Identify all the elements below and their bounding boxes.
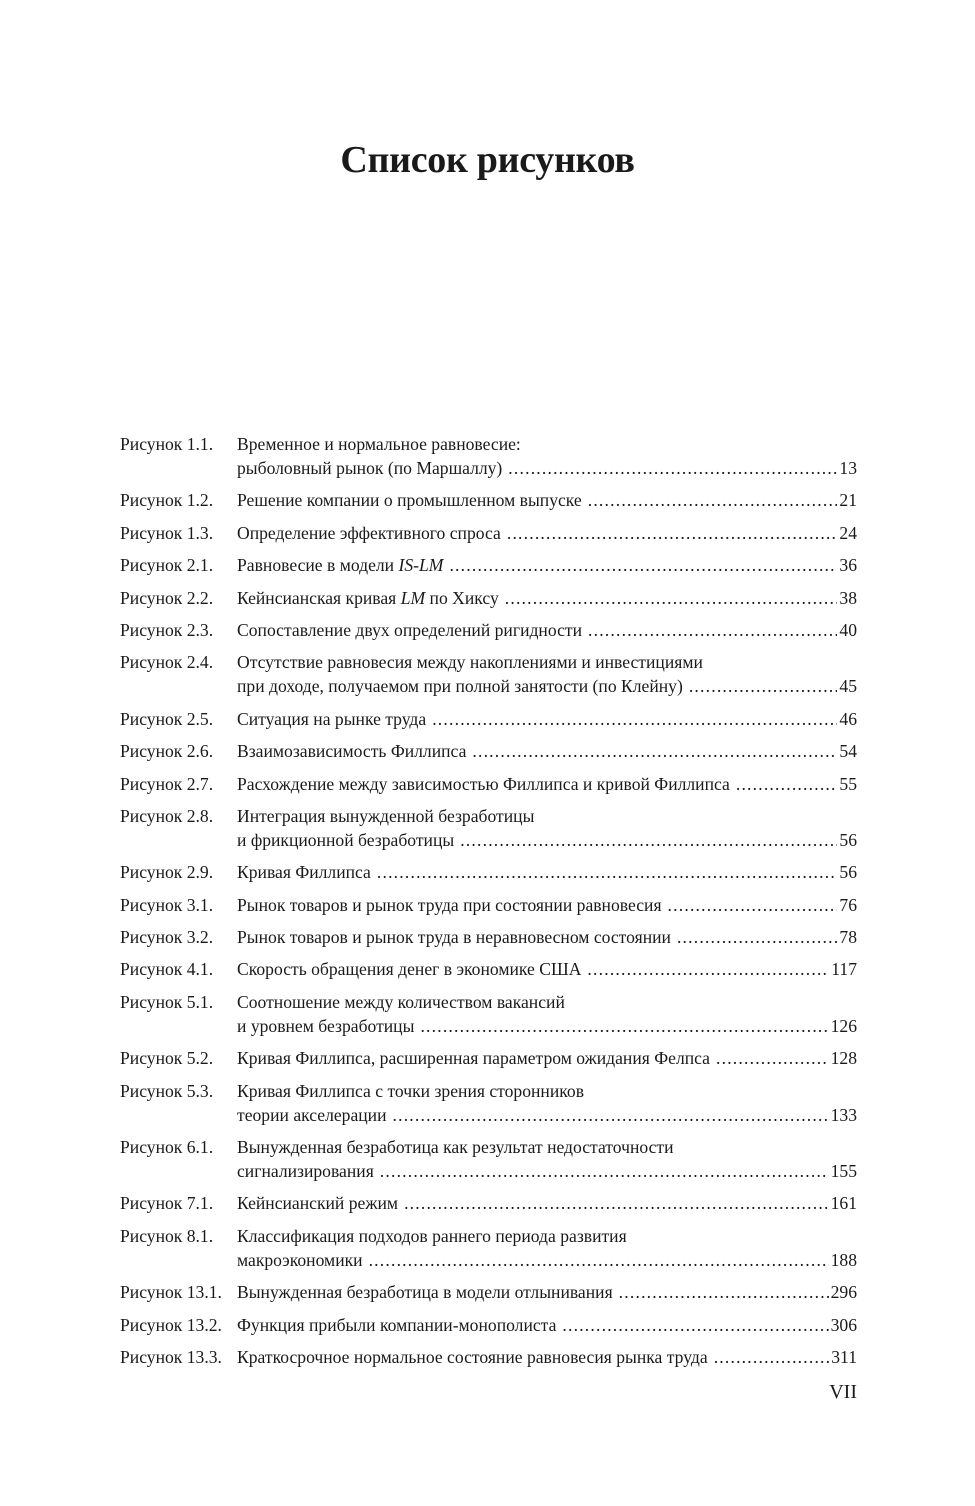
dot-leader: [588, 618, 837, 642]
figure-caption: [237, 432, 857, 480]
figure-caption: [237, 488, 857, 512]
figure-caption: [237, 553, 857, 577]
figure-entry: [120, 1280, 857, 1304]
figure-caption-line: [237, 488, 857, 512]
figure-caption-line: [237, 828, 857, 852]
dot-leader: [736, 772, 838, 796]
figure-caption: [237, 650, 857, 698]
figure-caption-text: [237, 1248, 363, 1272]
figure-caption: [237, 1191, 857, 1215]
figure-caption: [237, 925, 857, 949]
dot-leader: [377, 860, 838, 884]
figure-label: Рисунок 13.3.: [120, 1346, 222, 1367]
figure-caption-text: [237, 521, 501, 545]
figure-label: Рисунок 8.1.: [120, 1225, 214, 1246]
figure-entry: [120, 432, 857, 480]
dot-leader: [404, 1191, 829, 1215]
figure-label: Рисунок 4.1.: [120, 959, 214, 980]
figure-entry: [120, 1191, 857, 1215]
figure-caption-text: [237, 1280, 613, 1304]
figure-page-number: 56: [839, 862, 857, 883]
figure-entry: [120, 925, 857, 949]
figure-entry: [120, 488, 857, 512]
figure-page-number: 306: [830, 1314, 857, 1335]
figure-caption-line: [237, 1280, 857, 1304]
caption-text: Ситуация на рынке труда: [237, 708, 427, 729]
figure-caption-line: [237, 957, 857, 981]
caption-text: Определение эффективного спроса: [237, 522, 501, 543]
figure-label: Рисунок 2.7.: [120, 773, 214, 794]
caption-italic-term: IS-LM: [398, 555, 444, 576]
caption-text: Взаимозависимость Филлипса: [237, 741, 467, 762]
figure-caption-line: [237, 521, 857, 545]
figure-caption-text: [237, 925, 671, 949]
figure-entry: [120, 772, 857, 796]
figure-entry: [120, 739, 857, 763]
figure-label: Рисунок 2.3.: [120, 619, 214, 640]
figure-caption-text: [237, 772, 730, 796]
figure-label: Рисунок 2.8.: [120, 805, 214, 826]
figure-page-number: 21: [839, 490, 857, 511]
figure-caption-line: Классификация подходов раннего периода развития: [237, 1225, 627, 1246]
figure-entry: [120, 1079, 857, 1127]
figure-caption-line: [237, 553, 857, 577]
caption-text: по Хиксу: [425, 587, 499, 608]
figure-page-number: 161: [830, 1193, 857, 1214]
figure-caption: [237, 772, 857, 796]
figure-caption-line: Кривая Филлипса с точки зрения сторонников: [237, 1080, 585, 1101]
figure-entry: [120, 553, 857, 577]
figure-caption-text: [237, 1046, 710, 1070]
figure-page-number: 40: [839, 619, 857, 640]
figure-caption: [237, 804, 857, 852]
dot-leader: [505, 586, 838, 610]
dot-leader: [460, 828, 837, 852]
figure-caption-line: [237, 1248, 857, 1272]
figure-entry: [120, 618, 857, 642]
figure-page-number: 24: [839, 522, 857, 543]
figure-caption-line: [237, 893, 857, 917]
caption-text: и уровнем безработицы: [237, 1015, 415, 1036]
figure-page-number: 45: [839, 676, 857, 697]
figure-page-number: 126: [830, 1015, 857, 1036]
figure-caption-text: [237, 456, 502, 480]
figure-label: Рисунок 3.2.: [120, 927, 214, 948]
figure-caption-text: [237, 860, 371, 884]
figure-caption-line: Соотношение между количеством вакансий: [237, 991, 565, 1012]
figure-page-number: 188: [830, 1249, 857, 1270]
figure-page-number: 296: [830, 1282, 857, 1303]
figure-page-number: 133: [830, 1104, 857, 1125]
figure-caption-line: Отсутствие равновесия между накоплениями и инвестициями: [237, 652, 703, 673]
figure-page-number: 38: [839, 587, 857, 608]
figure-label: Рисунок 2.2.: [120, 587, 214, 608]
caption-text: и фрикционной безработицы: [237, 829, 455, 850]
figure-caption-text: [237, 1313, 556, 1337]
caption-text: рыболовный рынок (по Маршаллу): [237, 458, 503, 478]
caption-text: Решение компании о промышленном выпуске: [237, 490, 582, 511]
figure-caption: [237, 1079, 857, 1127]
figure-caption-text: [237, 739, 466, 763]
figure-caption-text: [237, 1014, 414, 1038]
figure-caption: [237, 1224, 857, 1272]
caption-text: Равновесие в модели: [237, 555, 399, 576]
dot-leader: [432, 707, 837, 731]
figure-label: Рисунок 2.6.: [120, 741, 214, 762]
figure-page-number: 54: [839, 741, 857, 762]
caption-text: сигнализирования: [237, 1161, 374, 1182]
figure-page-number: 46: [839, 708, 857, 729]
caption-text: Кривая Филлипса, расширенная параметром ожидания Фелпса: [237, 1048, 710, 1069]
figure-caption: [237, 957, 857, 981]
figure-caption-line: Интеграция вынужденной безработицы: [237, 805, 535, 826]
figure-caption-line: [237, 1046, 857, 1070]
figure-caption: [237, 586, 857, 610]
dot-leader: [449, 553, 837, 577]
figure-caption: [237, 1313, 857, 1337]
dot-leader: [677, 925, 837, 949]
figure-label: Рисунок 13.2.: [120, 1314, 222, 1335]
figure-entry: [120, 860, 857, 884]
dot-leader: [508, 456, 837, 480]
figure-entry: [120, 804, 857, 852]
figure-caption-text: [237, 1191, 398, 1215]
figure-entry: [120, 586, 857, 610]
figure-caption-line: [237, 925, 857, 949]
caption-text: Кривая Филлипса: [237, 862, 371, 883]
figure-caption-text: [237, 1103, 387, 1127]
caption-text: Скорость обращения денег в экономике США: [237, 959, 582, 980]
figure-label: Рисунок 1.1.: [120, 434, 214, 454]
figure-caption: [237, 860, 857, 884]
figure-caption-line: Вынужденная безработица как результат недостаточности: [237, 1137, 674, 1158]
figure-caption: [237, 1280, 857, 1304]
figure-caption-line: [237, 1345, 857, 1369]
figure-entry: [120, 990, 857, 1038]
figure-label: Рисунок 5.1.: [120, 991, 214, 1012]
figure-caption-text: [237, 957, 581, 981]
figure-label: Рисунок 5.3.: [120, 1080, 214, 1101]
figure-caption-line: [237, 739, 857, 763]
figure-caption-text: [237, 618, 582, 642]
figure-page-number: 117: [831, 959, 857, 980]
figure-label: Рисунок 2.5.: [120, 708, 214, 729]
caption-text: теории акселерации: [237, 1104, 387, 1125]
figure-page-number: 36: [839, 555, 857, 576]
figure-caption: [237, 618, 857, 642]
caption-text: Сопоставление двух определений ригидности: [237, 619, 582, 640]
figure-label: Рисунок 1.2.: [120, 490, 214, 511]
figure-entry: [120, 1313, 857, 1337]
figure-entry: [120, 893, 857, 917]
caption-text: Краткосрочное нормальное состояние равновесия рынка труда: [237, 1346, 708, 1367]
figure-caption-line: Временное и нормальное равновесие:: [237, 434, 521, 454]
dot-leader: [588, 488, 838, 512]
figure-page-number: 55: [839, 773, 857, 794]
page-title: Список рисунков: [340, 139, 635, 181]
figure-caption: [237, 1046, 857, 1070]
figure-caption: [237, 893, 857, 917]
figure-page-number: 76: [839, 894, 857, 915]
figure-entry: [120, 1046, 857, 1070]
figure-caption-line: [237, 586, 857, 610]
figure-caption: [237, 521, 857, 545]
figure-caption-line: [237, 1159, 857, 1183]
dot-leader: [380, 1159, 829, 1183]
figure-caption-text: [237, 1345, 708, 1369]
dot-leader: [714, 1345, 830, 1369]
dot-leader: [420, 1014, 828, 1038]
dot-leader: [472, 739, 837, 763]
figure-label: Рисунок 13.1.: [120, 1282, 222, 1303]
dot-leader: [716, 1046, 829, 1070]
figure-caption-text: [237, 553, 443, 577]
figure-caption: [237, 1135, 857, 1183]
figure-caption-line: [237, 1014, 857, 1038]
caption-text: Рынок товаров и рынок труда в неравновесном состоянии: [237, 927, 671, 948]
caption-text: Вынужденная безработица в модели отлынивания: [237, 1282, 613, 1303]
figure-caption-line: [237, 1313, 857, 1337]
figure-entry: [120, 1135, 857, 1183]
figure-list: [120, 432, 857, 1377]
dot-leader: [562, 1313, 828, 1337]
dot-leader: [668, 893, 838, 917]
page-number: VII: [829, 1381, 857, 1403]
figure-label: Рисунок 2.9.: [120, 862, 214, 883]
figure-caption-line: [237, 772, 857, 796]
figure-label: Рисунок 3.1.: [120, 894, 214, 915]
figure-caption-line: [237, 1103, 857, 1127]
figure-label: Рисунок 2.1.: [120, 555, 214, 576]
figure-caption-text: [237, 488, 582, 512]
figure-caption: [237, 1345, 857, 1369]
figure-label: Рисунок 5.2.: [120, 1048, 214, 1069]
figure-page-number: 128: [830, 1048, 857, 1069]
dot-leader: [369, 1248, 829, 1272]
figure-caption-line: [237, 618, 857, 642]
figure-caption: [237, 990, 857, 1038]
figure-entry: [120, 957, 857, 981]
figure-entry: [120, 650, 857, 698]
figure-caption-text: [237, 707, 426, 731]
figure-page-number: 13: [839, 458, 857, 478]
figure-page-number: 78: [839, 927, 857, 948]
figure-caption-line: [237, 456, 857, 480]
figure-caption-text: [237, 674, 683, 698]
figure-caption-line: [237, 707, 857, 731]
figure-caption: [237, 707, 857, 731]
figure-entry: [120, 707, 857, 731]
dot-leader: [507, 521, 838, 545]
figure-page-number: 311: [831, 1346, 857, 1367]
dot-leader: [393, 1103, 829, 1127]
dot-leader: [587, 957, 829, 981]
figure-entry: [120, 1224, 857, 1272]
caption-text: Кейнсианский режим: [237, 1193, 399, 1214]
figure-entry: [120, 521, 857, 545]
figure-label: Рисунок 7.1.: [120, 1193, 214, 1214]
caption-text: макроэкономики: [237, 1249, 363, 1270]
figure-page-number: 155: [830, 1161, 857, 1182]
figure-caption-line: [237, 1191, 857, 1215]
caption-italic-term: LM: [400, 587, 426, 608]
figure-caption-text: [237, 1159, 374, 1183]
figure-label: Рисунок 2.4.: [120, 652, 214, 673]
figure-caption-text: [237, 586, 499, 610]
figure-caption-text: [237, 828, 454, 852]
figure-label: Рисунок 6.1.: [120, 1137, 214, 1158]
caption-text: Функция прибыли компании-монополиста: [237, 1314, 557, 1335]
caption-text: Расхождение между зависимостью Филлипса и кривой Филлипса: [237, 773, 730, 794]
figure-caption: [237, 739, 857, 763]
caption-text: при доходе, получаемом при полной занятости (по Клейну): [237, 676, 683, 697]
dot-leader: [689, 674, 838, 698]
figure-caption-line: [237, 860, 857, 884]
figure-entry: [120, 1345, 857, 1369]
figure-caption-text: [237, 893, 662, 917]
caption-text: Кейнсианская кривая: [237, 587, 401, 608]
figure-page-number: 56: [839, 829, 857, 850]
caption-text: Рынок товаров и рынок труда при состоянии равновесия: [237, 894, 662, 915]
dot-leader: [619, 1280, 829, 1304]
figure-caption-line: [237, 674, 857, 698]
figure-label: Рисунок 1.3.: [120, 522, 214, 543]
